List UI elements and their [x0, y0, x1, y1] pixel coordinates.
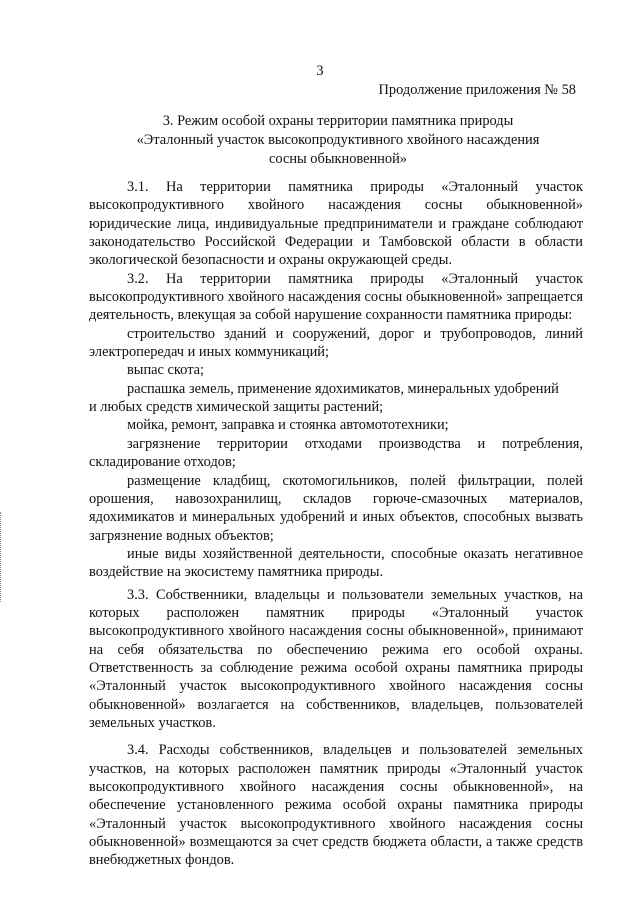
- section-title-line-2: «Эталонный участок высокопродуктивного хвойного насаждения: [136, 132, 540, 148]
- list-item: мойка, ремонт, заправка и стоянка автомототехники;: [127, 417, 449, 434]
- page-number: 3: [316, 63, 324, 79]
- document-body: [89, 178, 583, 870]
- list-item: и любых средств химической защиты растений;: [89, 399, 384, 416]
- section-title: [88, 112, 588, 169]
- paragraph-3-4: 3.4. Расходы собственников, владельцев и пользователей земельных участков, на которых расположен памятник природы «Эталонный участок высокопродуктивного хвойного насаждения сосны обыкновенной», на обеспечение установленного режима особой охраны памятника природы «Эталонный участок высокопродуктивного хвойного насаждения сосны обыкновенной» возмещаются за счет средств бюджета области, а также средств внебюджетных фондов.: [89, 742, 583, 869]
- list-item: строительство зданий и сооружений, дорог и трубопроводов, линий электропередач и иных коммуникаций;: [89, 325, 583, 361]
- list-item: распашка земель, применение ядохимикатов, минеральных удобрений: [127, 380, 559, 397]
- paragraph-3-3: 3.3. Собственники, владельцы и пользователи земельных участков, на которых расположен памятник природы «Эталонный участок высокопродуктивного хвойного насаждения сосны обыкновенной», принимают на себя обязательства по обеспечению режима его особой охраны. Ответственность за соблюдение режима особой охраны памятника природы «Эталонный участок высокопродуктивного хвойного насаждения сосны обыкновенной» возлагается на собственников, владельцев, пользователей земельных участков.: [89, 586, 583, 731]
- list-item: размещение кладбищ, скотомогильников, полей фильтрации, полей орошения, навозохранилищ, складов горюче-смазочных материалов, ядохимикатов и минеральных удобрений и иных объектов, способных вызвать загрязнение водных объектов;: [89, 472, 583, 544]
- list-item: иные виды хозяйственной деятельности, способные оказать негативное воздействие на экосистему памятника природы.: [89, 545, 583, 581]
- scan-edge-mark: [0, 512, 5, 602]
- paragraph-3-1: 3.1. На территории памятника природы «Эталонный участок высокопродуктивного хвойного насаждения сосны обыкновенной» юридические лица, индивидуальные предприниматели и граждане соблюдают законодательство Российской Федерации и Тамбовской области в области экологической безопасности и охраны окружающей среды.: [89, 179, 583, 269]
- list-item: загрязнение территории отходами производства и потребления, складирование отходов;: [89, 435, 583, 471]
- paragraph-3-2: 3.2. На территории памятника природы «Эталонный участок высокопродуктивного хвойного насаждения сосны обыкновенной» запрещается деятельность, влекущая за собой нарушение сохранности памятника природы:: [89, 270, 583, 324]
- section-title-line-1: 3. Режим особой охраны территории памятника природы: [162, 113, 514, 129]
- section-title-line-3: сосны обыкновенной»: [269, 151, 407, 167]
- list-item: выпас скота;: [127, 362, 205, 379]
- appendix-continuation: Продолжение приложения № 58: [378, 82, 576, 98]
